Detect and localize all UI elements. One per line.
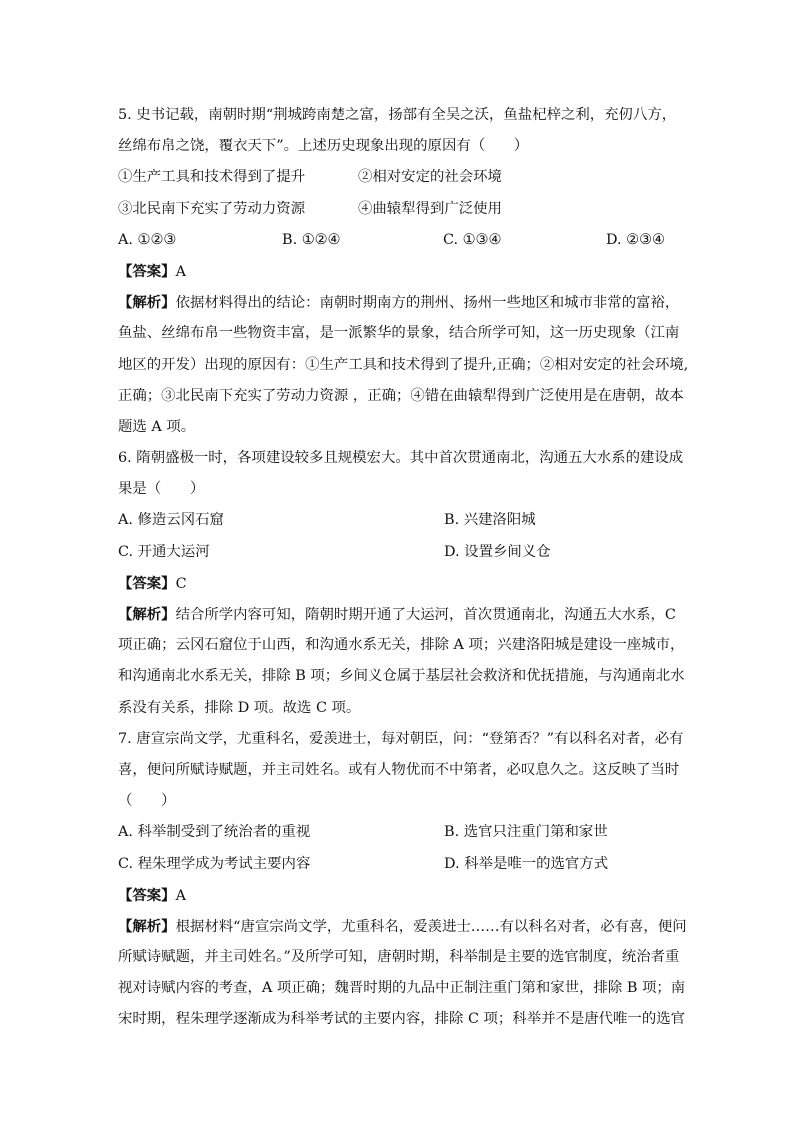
option-c: C. 开通大运河 [118, 543, 210, 560]
options-row [118, 225, 678, 256]
option-c: C. ①③④ [443, 231, 502, 248]
analysis-line: 正确；③北民南下充实了劳动力资源 ，正确；④错在曲辕犁得到广泛使用是在唐朝，故本 [118, 387, 684, 404]
statement: ①生产工具和技术得到了提升 [118, 169, 306, 186]
question-7 [118, 724, 687, 1036]
analysis-line: 地区的开发）出现的原因有：①生产工具和技术得到了提升,正确；②相对安定的社会环境, [118, 356, 689, 373]
answer-label: 【答案】 [118, 262, 176, 280]
statement: ④曲辕犁得到广泛使用 [358, 200, 502, 217]
option-d: D. 科举是唯一的选官方式 [444, 855, 609, 872]
statement-row [118, 194, 678, 225]
analysis-line [118, 911, 687, 942]
answer-label: 【答案】 [118, 574, 176, 592]
analysis-label: 【解析】 [118, 917, 176, 935]
options-row [118, 505, 678, 536]
analysis-line: 和沟通南北水系无关，排除 B 项；乡间义仓属于基层社会救济和优抚措施，与沟通南北水 [118, 668, 685, 685]
question-stem-line: 5. 史书记载，南朝时期“荆城跨南楚之富，扬部有全吴之沃，鱼盐杞梓之利，充仞八方， [118, 107, 677, 123]
options-row [118, 817, 678, 848]
answer-value: A [175, 263, 186, 280]
options-row [118, 537, 678, 568]
option-b: B. ①②④ [282, 231, 341, 248]
analysis-text: 依据材料得出的结论：南朝时期南方的荆州、扬州一些地区和城市非常的富裕， [175, 295, 680, 312]
analysis-line: 题选 A 项。 [118, 418, 196, 435]
analysis-line [118, 599, 678, 630]
analysis-text: 结合所学内容可知，隋朝时期开通了大运河，首次贯通南北，沟通五大水系，C [175, 607, 676, 623]
analysis-text: 根据材料“唐宣宗尚文学，尤重科名，爱羡进士……有以科名对者，必有喜，便问 [175, 918, 687, 935]
question-stem-line: （ ） [118, 793, 176, 810]
question-stem-line: 6. 隋朝盛极一时，各项建设较多且规模宏大。其中首次贯通南北，沟通五大水系的建设成 [118, 450, 684, 467]
option-b: B. 选官只注重门第和家世 [444, 824, 608, 841]
statement: ②相对安定的社会环境 [358, 169, 502, 186]
document-page [118, 100, 689, 1036]
analysis-line: 所赋诗赋题，并主司姓名。”及所学可知，唐朝时期，科举制是主要的选官制度，统治者重 [118, 949, 680, 966]
option-a: A. ①②③ [118, 231, 177, 248]
answer-line [118, 568, 678, 599]
answer-label: 【答案】 [118, 886, 176, 904]
question-5 [118, 100, 689, 443]
option-d: D. 设置乡间义仓 [444, 543, 551, 560]
option-a: A. 科举制受到了统治者的重视 [118, 824, 311, 841]
analysis-line: 系没有关系，排除 D 项。故选 C 项。 [118, 699, 361, 716]
answer-value: A [175, 887, 186, 904]
question-stem-line: 丝绵布帛之饶，覆衣天下”。上述历史现象出现的原因有（ ） [118, 138, 529, 155]
analysis-line: 项正确；云冈石窟位于山西，和沟通水系无关，排除 A 项；兴建洛阳城是建设一座城市， [118, 637, 685, 654]
question-stem-line: 果是（ ） [118, 481, 205, 498]
analysis-line [118, 287, 678, 318]
question-stem-line: 喜，便问所赋诗赋题，并主司姓名。或有人物优而不中第者，必叹息久之。这反映了当时 [118, 761, 680, 778]
answer-value: C [175, 575, 187, 592]
answer-line [118, 880, 678, 911]
option-a: A. 修造云冈石窟 [118, 512, 224, 529]
question-stem-line: 7. 唐宣宗尚文学，尤重科名，爱羡进士，每对朝臣，问：“登第否？”有以科名对者，必有 [118, 730, 684, 747]
statement-row [118, 162, 678, 193]
question-6 [118, 443, 685, 724]
analysis-label: 【解析】 [118, 606, 176, 623]
answer-line [118, 256, 678, 287]
option-c: C. 程朱理学成为考试主要内容 [118, 855, 311, 872]
analysis-label: 【解析】 [118, 294, 176, 312]
option-b: B. 兴建洛阳城 [444, 512, 536, 529]
statement: ③北民南下充实了劳动力资源 [118, 200, 306, 217]
option-d: D. ②③④ [606, 231, 665, 248]
analysis-line: 鱼盐、丝绵布帛一些物资丰富，是一派繁华的景象，结合所学可知，这一历史现象（江南 [118, 325, 680, 342]
options-row [118, 849, 678, 880]
analysis-line: 宋时期，程朱理学逐渐成为科举考试的主要内容，排除 C 项；科举并不是唐代唯一的选官 [118, 1011, 686, 1028]
analysis-line: 视对诗赋内容的考查，A 项正确；魏晋时期的九品中正制注重门第和家世，排除 B 项；南 [118, 980, 686, 997]
